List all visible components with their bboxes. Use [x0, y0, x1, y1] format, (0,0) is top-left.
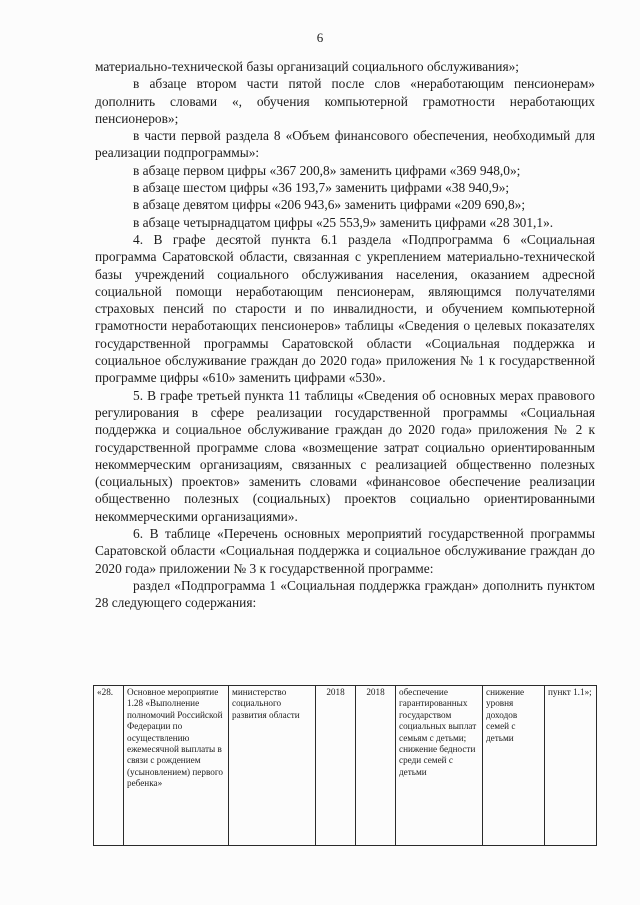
cell-number: «28. — [94, 686, 124, 846]
cell-expected-result: обеспечение гарантированных государством социальных выплат семьям с детьми; снижение бедности среди семей с детьми — [396, 686, 483, 846]
events-table — [93, 685, 597, 846]
cell-consequence: снижение уровня доходов семей с детьми — [483, 686, 545, 846]
paragraph: в абзаце первом цифры «367 200,8» заменить цифрами «369 948,0»; — [133, 162, 521, 178]
paragraph: раздел «Подпрограмма 1 «Социальная поддержка граждан» дополнить пунктом 28 следующего содержания: — [95, 577, 595, 611]
cell-event: Основное мероприятие 1.28 «Выполнение полномочий Российской Федерации по осуществлению ежемесячной выплаты в связи с рождением (усыновлением) первого ребенка» — [124, 686, 229, 846]
paragraph: в абзаце четырнадцатом цифры «25 553,9» заменить цифрами «28 301,1». — [133, 214, 554, 230]
paragraph: в части первой раздела 8 «Объем финансового обеспечения, необходимый для реализации подпрограммы»: — [95, 128, 595, 161]
paragraph: 6. В таблице «Перечень основных мероприятий государственной программы Саратовской области «Социальная поддержка и социальное обслуживание граждан до 2020 года» приложении № 3 к государственной программе: — [95, 526, 595, 576]
paragraph: в абзаце втором части пятой после слов «неработающим пенсионерам» дополнить словами «, обучения компьютерной грамотности неработающих пенсионеров»; — [95, 76, 595, 126]
cell-start-year: 2018 — [316, 686, 356, 846]
table-row — [94, 686, 597, 846]
cell-end-year: 2018 — [356, 686, 396, 846]
cell-executor: министерство социального развития области — [229, 686, 316, 846]
paragraph: материально-технической базы организаций социального обслуживания»; — [95, 59, 520, 74]
document-body — [95, 58, 595, 612]
paragraph: 4. В графе десятой пункта 6.1 раздела «Подпрограмма 6 «Социальная программа Саратовской области, связанная с укреплением материально-технической базы учреждений социального обслуживания населения, оказанием адресной социальной помощи неработающим пенсионерам, являющимся получателями страховых пенсий по старости и по инвалидности, и обучением компьютерной грамотности неработающих пенсионеров» таблицы «Сведения о целевых показателях государственной программы Саратовской области «Социальная поддержка и социальное обслуживание граждан до 2020 года» приложения № 1 к государственной программе цифры «610» заменить цифрами «530». — [95, 231, 595, 386]
page-number: 6 — [316, 30, 324, 45]
paragraph: 5. В графе третьей пункта 11 таблицы «Сведения об основных мерах правового регулирования в сфере реализации государственной программы «Социальная поддержка и социальное обслуживание граждан до 2020 года» приложения № 2 к государственной программе слова «возмещение затрат социально ориентированным некоммерческим организациям, связанных с реализацией общественно полезных (социальных) проектов» заменить словами «финансовое обеспечение реализации общественно полезных (социальных) проектов социально ориентированными некоммерческими организациями». — [95, 387, 595, 524]
events-table-wrapper — [93, 685, 596, 846]
paragraph: в абзаце девятом цифры «206 943,6» заменить цифрами «209 690,8»; — [133, 197, 526, 213]
cell-link: пункт 1.1»; — [545, 686, 597, 846]
paragraph: в абзаце шестом цифры «36 193,7» заменить цифрами «38 940,9»; — [133, 180, 510, 196]
